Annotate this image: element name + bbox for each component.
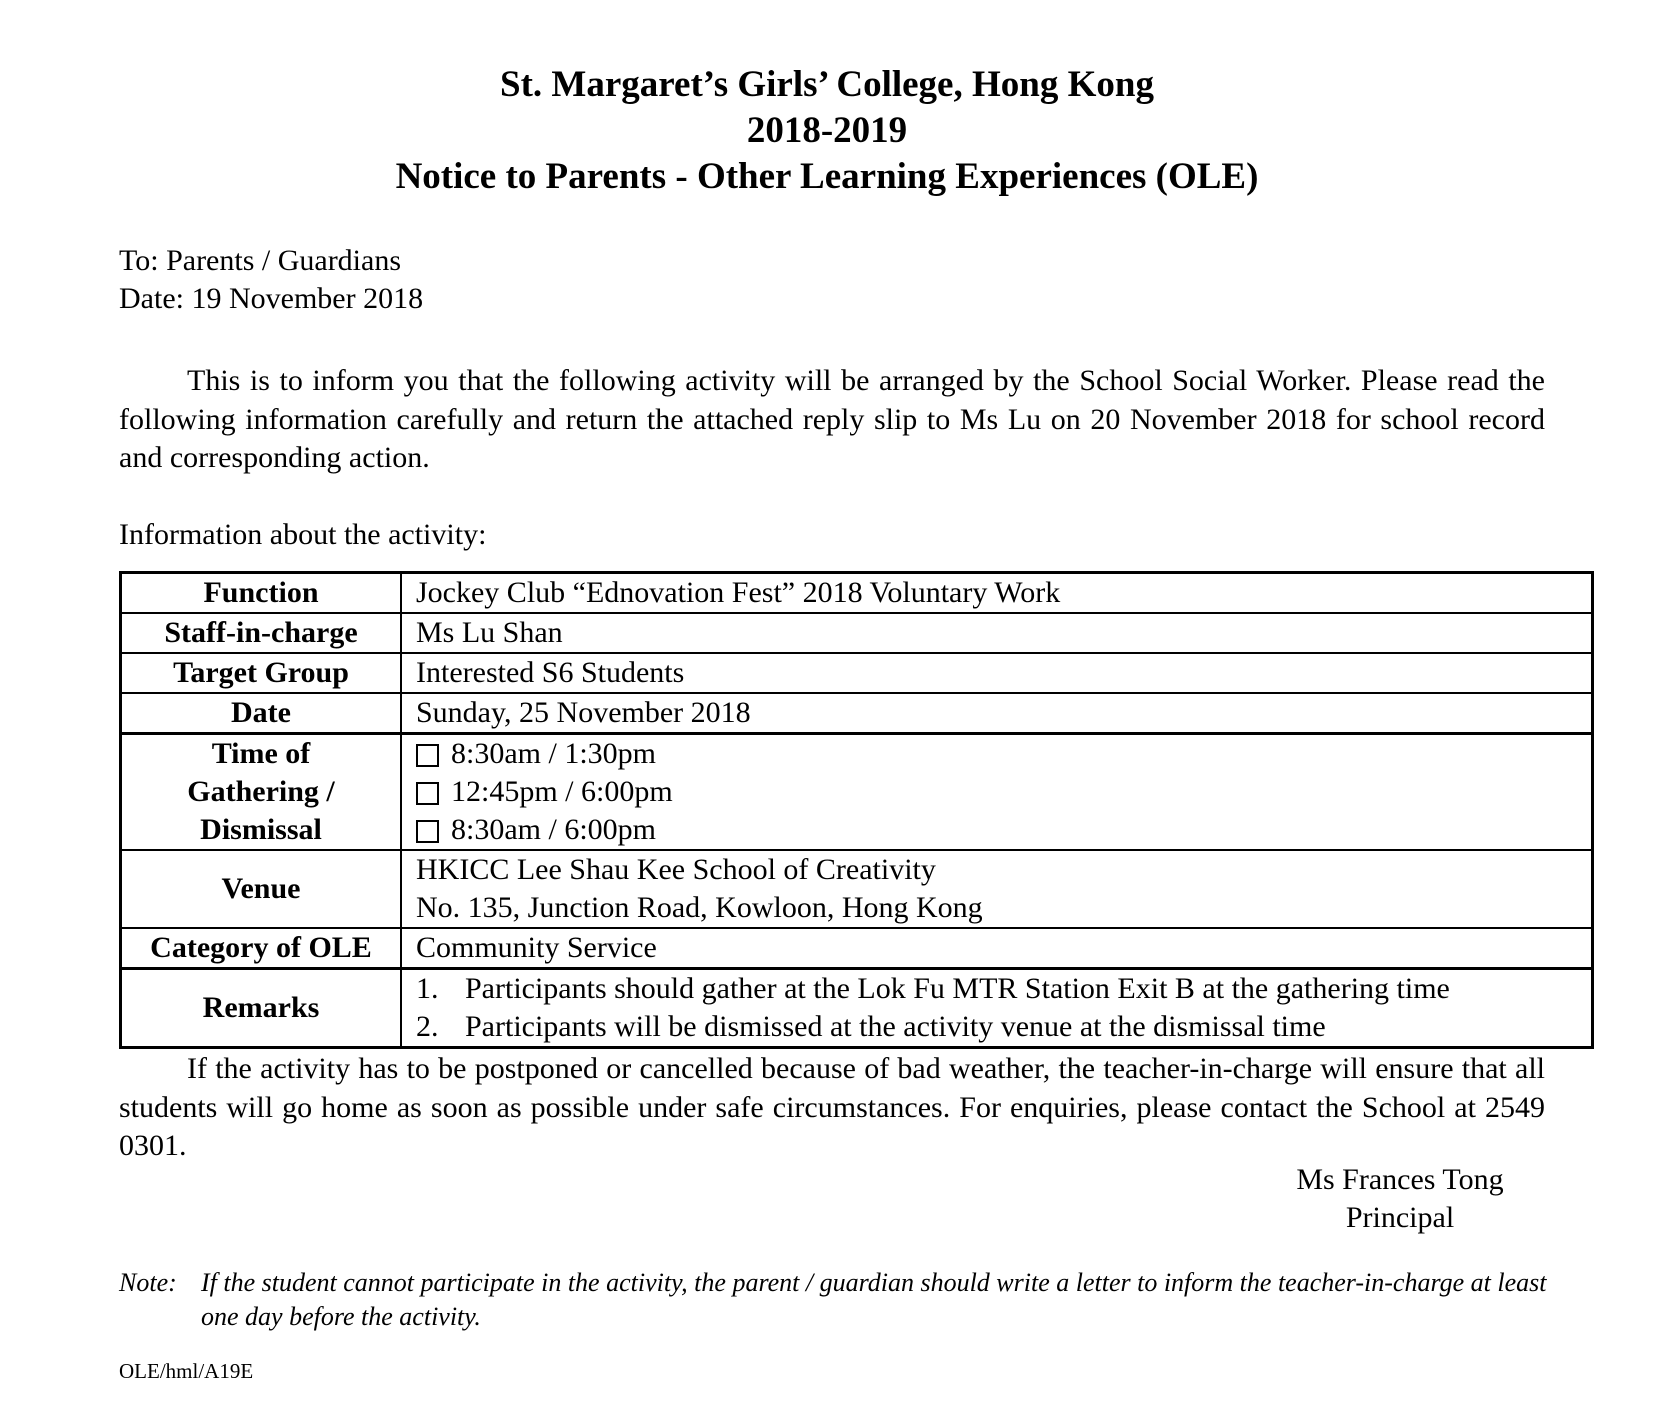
venue-value [401,850,1593,928]
intro-paragraph: This is to inform you that the following activity will be arranged by the School Social Worker. Please read the following information carefully and return the attached reply slip to Ms Lu on 20 November 2018 for school record and corresponding action. [119,364,1545,474]
time-option-label: 8:30am / 1:30pm [451,737,656,770]
signatory-name: Ms Frances Tong [1296,1163,1504,1196]
time-option-label: 12:45pm / 6:00pm [451,775,673,808]
document-code: OLE/hml/A19E [119,1359,254,1383]
school-name: St. Margaret’s Girls’ College, Hong Kong [500,64,1154,105]
remark-item [416,970,1577,1008]
activity-table [119,571,1594,1049]
notice-date: Date: 19 November 2018 [119,282,424,315]
row-staff [121,613,1593,653]
row-label: Function [121,573,402,614]
remark-text: Participants should gather at the Lok Fu MTR Station Exit B at the gathering time [465,972,1450,1005]
row-time [121,734,1593,851]
note [119,1266,1559,1334]
row-label: Remarks [121,969,402,1048]
row-value: Jockey Club “Ednovation Fest” 2018 Voluntary Work [401,573,1593,614]
checkbox-icon[interactable] [416,744,439,767]
info-label: Information about the activity: [119,518,487,551]
time-option-label: 8:30am / 6:00pm [451,813,656,846]
note-text: If the student cannot participate in the activity, the parent / guardian should write a letter to inform the teacher-in-charge at least one day before the activity. [201,1268,1547,1331]
row-label: Venue [121,850,402,928]
row-label: Target Group [121,653,402,693]
row-function [121,573,1593,614]
row-value: Sunday, 25 November 2018 [401,693,1593,734]
row-venue [121,850,1593,928]
row-value: Community Service [401,928,1593,969]
row-label [121,734,402,851]
row-value: Ms Lu Shan [401,613,1593,653]
time-option[interactable] [416,773,1577,811]
remark-text: Participants will be dismissed at the activity venue at the dismissal time [465,1010,1326,1043]
remarks-value [401,969,1593,1048]
note-label: Note: [119,1268,177,1297]
notice-title: Notice to Parents - Other Learning Experiences (OLE) [395,156,1259,197]
remark-number: 2. [416,1010,439,1043]
school-year: 2018-2019 [746,110,908,151]
weather-paragraph: If the activity has to be postponed or cancelled because of bad weather, the teacher-in-charge will ensure that all students will go home as soon as possible under safe circumstances. For enquiries, please contact the School at 2549 0301. [119,1052,1545,1162]
time-label-line: Dismissal [200,813,322,846]
row-label: Category of OLE [121,928,402,969]
time-options [401,734,1593,851]
checkbox-icon[interactable] [416,782,439,805]
row-label: Staff-in-charge [121,613,402,653]
row-target-group [121,653,1593,693]
time-option[interactable] [416,735,1577,773]
time-label-line: Gathering / [187,775,335,808]
row-category [121,928,1593,969]
time-label-line: Time of [211,737,311,770]
row-date [121,693,1593,734]
row-remarks [121,969,1593,1048]
row-label: Date [121,693,402,734]
row-value: Interested S6 Students [401,653,1593,693]
checkbox-icon[interactable] [416,820,439,843]
time-option[interactable] [416,811,1577,849]
signatory-title: Principal [1345,1201,1455,1234]
remark-number: 1. [416,972,439,1005]
remark-item [416,1008,1577,1046]
recipient-line: To: Parents / Guardians [119,244,402,277]
venue-line: No. 135, Junction Road, Kowloon, Hong Kong [416,891,983,924]
venue-line: HKICC Lee Shau Kee School of Creativity [416,853,936,886]
